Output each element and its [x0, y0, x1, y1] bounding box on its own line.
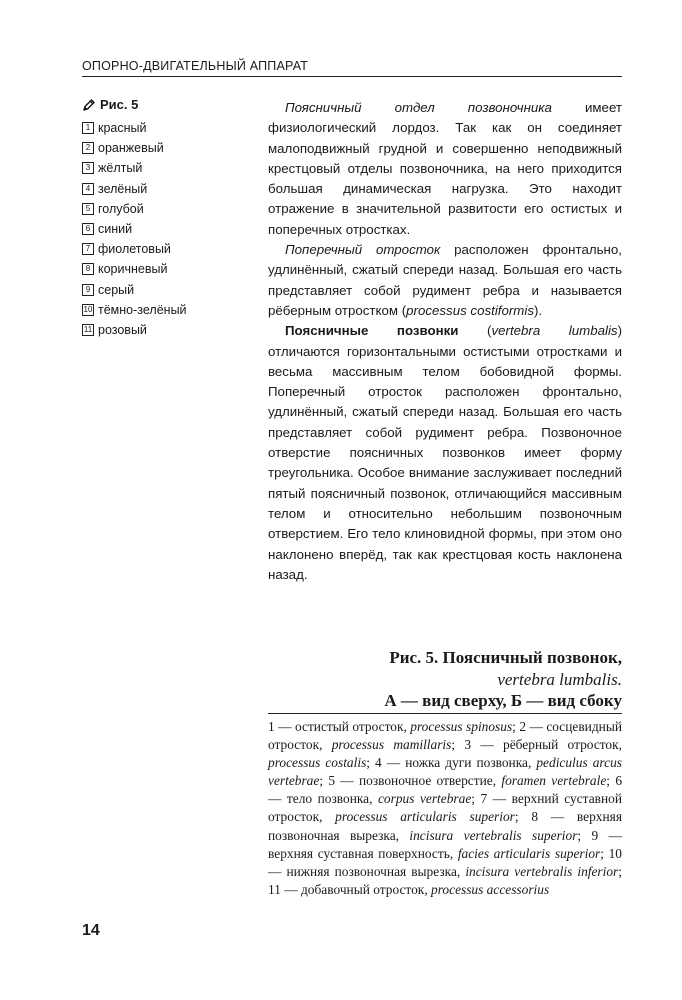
legend-item [82, 138, 262, 158]
legend-label: зелёный [98, 181, 148, 196]
note-plain: 6 — тело позвонка, [268, 773, 623, 807]
legend-label: фиолетовый [98, 242, 171, 257]
note-plain: 1 — остистый отросток, [268, 719, 411, 734]
note-sep: ; [319, 773, 329, 789]
legend-label: тёмно-зелёный [98, 302, 187, 317]
legend-item [82, 199, 262, 219]
p3-bold-lead: Поясничные позвонки [285, 323, 459, 339]
pencil-icon [82, 98, 96, 112]
legend-item [82, 179, 262, 199]
legend-label: оранжевый [98, 141, 164, 156]
note-plain: 3 — рёберный отросток, [464, 737, 622, 753]
note-plain: 9 — верхняя суставная поверхность, [268, 827, 622, 861]
paragraph-3 [268, 321, 622, 585]
p2-latin: processus costiformis [406, 302, 534, 318]
note-latin: processus costalis [268, 755, 367, 771]
legend-label: розовый [98, 322, 147, 337]
note-sep: ; [514, 809, 532, 825]
paragraph-2 [268, 240, 622, 321]
running-header: ОПОРНО-ДВИГАТЕЛЬНЫЙ АППАРАТ [82, 59, 309, 73]
note-sep: ; [618, 863, 622, 879]
caption-line-1: Рис. 5. Поясничный позвонок, [389, 648, 622, 667]
legend-label: синий [98, 222, 133, 237]
figure-notes [268, 718, 622, 899]
paragraph-1 [268, 98, 622, 240]
note-sep: ; [512, 719, 520, 734]
legend-item [82, 300, 262, 320]
page-number: 14 [82, 922, 100, 939]
p2-end: ). [533, 302, 543, 318]
note-latin: incisura vertebralis superior [409, 827, 578, 843]
legend-item [82, 158, 262, 178]
note-sep: ; [366, 755, 376, 771]
legend-item [82, 259, 262, 279]
legend-number-box: 10 [83, 304, 93, 314]
note-item [268, 719, 519, 734]
caption-line-3: А — вид сверху, Б — вид сбоку [384, 691, 622, 710]
note-plain: 2 — сосцевидный отросток, [268, 719, 622, 753]
legend-items [82, 118, 262, 340]
legend-title-row [82, 97, 262, 112]
p3-open: ( [458, 323, 492, 339]
p3-latin: vertebra lumbalis [491, 323, 618, 339]
caption-line-2: vertebra lumbalis. [497, 669, 622, 689]
legend-label: голубой [98, 201, 144, 216]
legend-item [82, 239, 262, 259]
legend-label: красный [98, 121, 147, 136]
legend-item [82, 219, 262, 239]
note-plain: 8 — верхняя позвоночная вырезка, [268, 809, 622, 843]
figure-caption [268, 647, 622, 712]
caption-rule [268, 713, 622, 714]
note-latin: processus articularis superior [335, 809, 515, 825]
legend-number-box: 8 [82, 263, 94, 275]
p2-text: расположен фронтально, удлинённый, сжатый спереди назад. Большая его часть представляет собой рудимент ребра и называется рёберным отростком ( [268, 242, 622, 318]
p2-italic-lead: Поперечный отросток [285, 242, 441, 258]
legend-label: жёлтый [98, 161, 143, 176]
legend-label: серый [98, 282, 135, 297]
p1-text: имеет физиологический лордоз. Так как он соединяет малоподвижный грудной и совершенно неподвижный крестцовый отделы позвоночника, на него приходится большая динамическая нагрузка. Это находит отражение в значительной развитости его остистых и поперечных отростках. [268, 100, 622, 237]
legend-number-box: 9 [82, 284, 94, 296]
main-text [268, 98, 622, 585]
note-latin: incisura vertebralis inferior [465, 863, 619, 879]
legend-number-box: 11 [83, 324, 93, 334]
note-sep: ; [577, 827, 592, 843]
legend-title: Рис. 5 [100, 97, 139, 112]
legend-number-box: 5 [82, 203, 94, 215]
p3-text: ) отличаются горизонтальными остистыми отростками и весьма массивным телом бобовидной формы. Поперечный отросток расположен фронтально, удлинённый, сжатый спереди назад. Большая его часть представляет собой рудимент ребра. Позвоночное отверстие поясничных позвонков имеет форму треугольника. Особое внимание заслуживает последний пятый поясничный позвонок, отличающийся массивным телом и относительно небольшим позвоночным отверстием. Его тело клиновидной формы, при этом оно наклонено вперёд, так как крестцовая кость наклонена назад. [268, 323, 623, 582]
legend-number-box: 2 [82, 142, 94, 154]
legend-number-box: 7 [82, 243, 94, 255]
legend-item [82, 118, 262, 138]
legend-item [82, 280, 262, 300]
note-latin: pediculus arcus vertebrae [268, 755, 622, 789]
legend-number-box: 4 [82, 183, 94, 195]
note-item [268, 882, 549, 897]
note-sep: ; [606, 773, 616, 789]
note-latin: facies articularis superior [457, 845, 601, 861]
legend-label: коричневый [98, 262, 168, 277]
note-plain: 10 — нижняя позвоночная вырезка, [268, 845, 622, 879]
note-latin: processus mamillaris [331, 737, 452, 753]
note-latin: processus spinosus [410, 719, 513, 734]
p1-italic-lead: Поясничный отдел позвоночника [285, 100, 552, 115]
note-plain: 11 — добавочный отросток, [268, 881, 432, 897]
note-plain: 7 — верхний суставной отросток, [268, 791, 622, 825]
note-item [328, 773, 615, 788]
note-latin: processus accessorius [431, 881, 550, 897]
note-sep: ; [471, 791, 481, 807]
note-latin: corpus vertebrae [377, 791, 472, 807]
color-legend [82, 97, 262, 340]
note-plain: 5 — позвоночное отверстие, [328, 773, 502, 789]
header-rule [82, 76, 622, 77]
legend-number-box: 6 [82, 223, 94, 235]
legend-item [82, 320, 262, 340]
note-latin: foramen vertebrale [501, 773, 607, 789]
note-sep: ; [451, 737, 465, 753]
legend-number-box: 3 [82, 162, 94, 174]
note-plain: 4 — ножка дуги позвонка, [375, 755, 537, 771]
note-sep: ; [600, 845, 609, 861]
legend-number-box: 1 [82, 122, 94, 134]
